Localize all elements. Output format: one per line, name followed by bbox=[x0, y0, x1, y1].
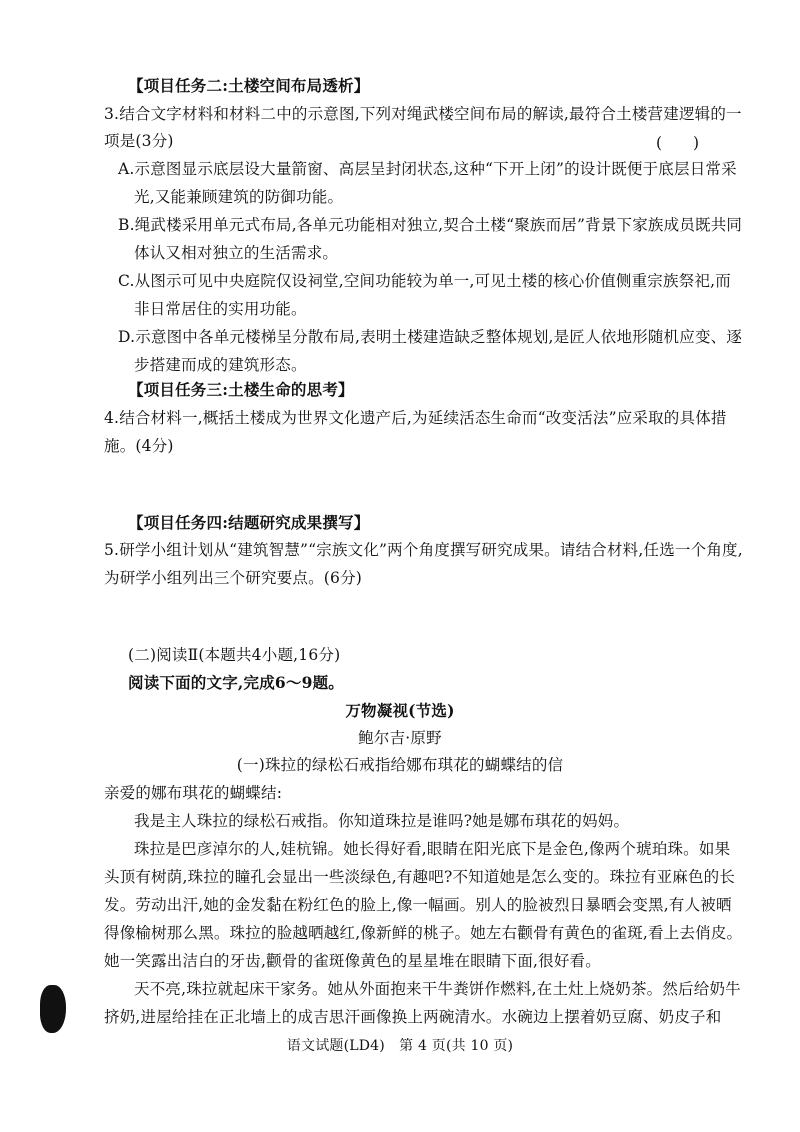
paragraph-3-line-1: 天不亮,珠拉就起床干家务。她从外面抱来干牛粪饼作燃料,在土灶上烧奶茶。然后给奶牛 bbox=[134, 980, 741, 998]
paragraph-2-line-4: 得像榆树那么黑。珠拉的脸越晒越红,像新鲜的桃子。她左右颧骨有黄色的雀斑,看上去俏皮。 bbox=[104, 924, 743, 942]
option-a-line-1: A.示意图显示底层设大量箭窗、高层呈封闭状态,这种“下开上闭”的设计既便于底层日常采 bbox=[118, 160, 737, 178]
paragraph-1: 我是主人珠拉的绿松石戒指。你知道珠拉是谁吗?她是娜布琪花的妈妈。 bbox=[134, 812, 630, 830]
option-a-line-2: 光,又能兼顾建筑的防御功能。 bbox=[134, 188, 344, 206]
article-subtitle: (一)珠拉的绿松石戒指给娜布琪花的蝴蝶结的信 bbox=[236, 756, 564, 774]
article-author: 鲍尔吉·原野 bbox=[358, 729, 442, 747]
question-5-line-1: 5.研学小组计划从“建筑智慧”“宗族文化”两个角度撰写研究成果。请结合材料,任选一个角度, bbox=[104, 541, 743, 559]
page-footer: 语文试题(LD4) 第 4 页(共 10 页) bbox=[286, 1038, 514, 1054]
option-b-line-2: 体认又相对独立的生活需求。 bbox=[134, 244, 339, 262]
paragraph-3-line-2: 挤奶,进屋给挂在正北墙上的成吉思汗画像换上两碗清水。水碗边上摆着奶豆腐、奶皮子和 bbox=[104, 1008, 722, 1026]
paragraph-2-line-1: 珠拉是巴彦淖尔的人,娃杭锦。她长得好看,眼睛在阳光底下是金色,像两个琥珀珠。如果 bbox=[134, 840, 731, 858]
article-title: 万物凝视(节选) bbox=[345, 701, 455, 720]
scan-mark bbox=[40, 985, 66, 1033]
option-c-line-1: C.从图示可见中央庭院仅设祠堂,空间功能较为单一,可见土楼的核心价值侧重宗族祭祀,而 bbox=[118, 272, 731, 290]
reading2-instruction: 阅读下面的文字,完成6～9题。 bbox=[128, 673, 344, 692]
option-d-line-1: D.示意图中各单元楼梯呈分散布局,表明土楼建造缺乏整体规划,是匠人依地形随机应变、逐 bbox=[118, 328, 743, 346]
letter-salutation: 亲爱的娜布琪花的蝴蝶结: bbox=[104, 784, 283, 802]
task4-heading: 【项目任务四:结题研究成果撰写】 bbox=[128, 513, 370, 532]
paragraph-2-line-5: 她一笑露出洁白的牙齿,颧骨的雀斑像黄色的星星堆在眼睛下面,很好看。 bbox=[104, 952, 601, 970]
question-4-line-2: 施。(4分) bbox=[104, 437, 174, 455]
paragraph-2-line-3: 发。劳动出汗,她的金发黏在粉红色的脸上,像一幅画。别人的脸被烈日暴晒会变黑,有人被晒 bbox=[104, 896, 732, 914]
reading2-heading: (二)阅读Ⅱ(本题共4小题,16分) bbox=[128, 646, 341, 664]
question-5-line-2: 为研学小组列出三个研究要点。(6分) bbox=[104, 569, 363, 587]
option-b-line-1: B.绳武楼采用单元式布局,各单元功能相对独立,契合土楼“聚族而居”背景下家族成员既共同 bbox=[118, 216, 743, 234]
option-d-line-2: 步搭建而成的建筑形态。 bbox=[134, 356, 307, 374]
answer-parentheses: ( ) bbox=[656, 134, 700, 152]
task2-heading: 【项目任务二:土楼空间布局透析】 bbox=[128, 76, 370, 95]
option-c-line-2: 非日常居住的实用功能。 bbox=[134, 300, 307, 318]
question-3-line-2: 项是(3分) bbox=[104, 132, 174, 150]
question-4-line-1: 4.结合材料一,概括土楼成为世界文化遗产后,为延续活态生命而“改变活法”应采取的具体措 bbox=[104, 409, 727, 427]
task3-heading: 【项目任务三:土楼生命的思考】 bbox=[128, 380, 354, 399]
question-3-line-1: 3.结合文字材料和材料二中的示意图,下列对绳武楼空间布局的解读,最符合土楼营建逻辑的一 bbox=[104, 105, 742, 123]
paragraph-2-line-2: 头顶有树荫,珠拉的瞳孔会显出一些淡绿色,有趣吧?不知道她是怎么变的。珠拉有亚麻色的长 bbox=[104, 868, 736, 886]
